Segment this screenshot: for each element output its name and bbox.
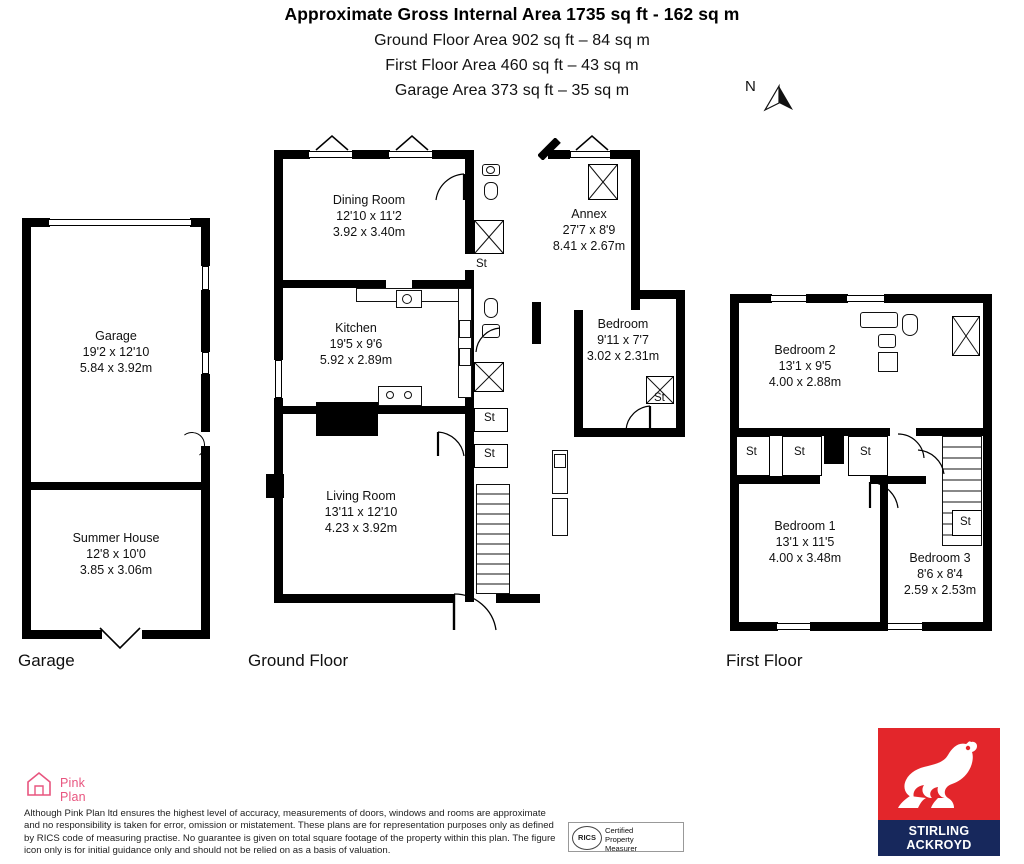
ff-wall-bottom-left xyxy=(730,622,778,631)
annex-corner-angle xyxy=(538,138,572,160)
living-room-label xyxy=(288,488,434,536)
garage-wall-right-upper xyxy=(201,218,210,266)
ff-storage-divider-block xyxy=(824,432,844,464)
bedroom2-metric: 4.00 x 2.88m xyxy=(768,375,842,389)
gf-wc-toilet-icon xyxy=(484,182,498,200)
gf-window-left-living xyxy=(275,360,282,398)
ff-wall-right-lower xyxy=(983,444,992,630)
gf-wall-dining-top-mid xyxy=(352,150,390,159)
gf-hall-cupboard-2-cross-icon xyxy=(474,362,504,392)
first-floor-area-line: First Floor Area 460 sq ft – 43 sq m xyxy=(385,57,639,74)
ff-wall-top-mid xyxy=(806,294,848,303)
ground-floor-area-line: Ground Floor Area 902 sq ft – 84 sq m xyxy=(374,32,650,49)
annex-kitchenette-counter xyxy=(552,498,568,536)
annex-bedroom-imperial: 9'11 x 7'7 xyxy=(597,333,649,347)
ff-wall-bed2-right xyxy=(854,428,874,436)
gf-wc-basin-bowl-icon xyxy=(486,166,495,174)
first-floor-floorplan xyxy=(720,280,1020,640)
garage-entry-door-icon xyxy=(96,626,156,654)
ff-airing-cupboard-cross-icon xyxy=(952,316,980,356)
bedroom2-name: Bedroom 2 xyxy=(774,343,836,357)
disclaimer-text: Although Pink Plan ltd ensures the highest level of accuracy, measurements of doors, windows and rooms are approximate and no responsibility is taken for error, omission or mistatement. These plans are for representation purposes only as defined by RICS code of measuring practise. No guarantee is given on total square footage of the property within this plan. The figure icon only is for initial guidance only and should not be relied on as a basis of valuation. xyxy=(24,808,556,857)
annex-window-arrow xyxy=(574,134,614,152)
annex-bedroom-name: Bedroom xyxy=(597,317,649,331)
bedroom3-name: Bedroom 3 xyxy=(909,551,971,565)
agent-name-line-1: STIRLING xyxy=(908,824,970,838)
gf-wall-dining-right xyxy=(465,150,474,254)
ff-window-bottom-1 xyxy=(776,623,812,630)
gf-wall-wc-left xyxy=(465,150,474,156)
annex-room-label xyxy=(532,206,646,254)
griffin-icon xyxy=(878,728,1000,820)
garage-room-name: Garage xyxy=(95,329,137,343)
ff-shower-tray xyxy=(878,352,898,372)
annex-bedroom-metric: 3.02 x 2.31m xyxy=(586,349,660,363)
garage-area-line: Garage Area 373 sq ft – 35 sq m xyxy=(394,82,630,99)
bedroom1-label xyxy=(740,518,870,566)
garage-wall-left xyxy=(22,218,31,638)
dining-room-imperial: 12'10 x 11'2 xyxy=(336,209,402,223)
annex-cupboard-cross-icon xyxy=(588,164,618,200)
gf-wall-bottom-left xyxy=(274,594,454,603)
garage-wall-top-left xyxy=(22,218,50,227)
garage-wall-right-lower xyxy=(201,446,210,638)
gf-chimney-stub xyxy=(266,474,284,498)
compass-rose xyxy=(745,78,805,118)
ff-storage-label-2: St xyxy=(794,446,805,458)
annex-wall-mid-right-connector xyxy=(631,290,685,299)
pink-plan-house-icon xyxy=(24,770,54,798)
ff-basin-icon xyxy=(878,334,896,348)
annex-room-metric: 8.41 x 2.67m xyxy=(552,239,626,253)
summer-house-room-name: Summer House xyxy=(72,531,160,545)
rics-line-3: Measurer xyxy=(605,844,638,853)
bedroom2-imperial: 13'1 x 9'5 xyxy=(778,359,832,373)
gf-window-dining-top-2 xyxy=(388,151,434,158)
garage-floorplan xyxy=(18,210,218,640)
ff-wall-right-upper xyxy=(983,294,992,444)
ff-wall-landing-top-right xyxy=(916,428,992,436)
garage-window-top xyxy=(48,219,192,226)
garage-wall-bottom-left xyxy=(22,630,102,639)
summer-house-room-metric: 3.85 x 3.06m xyxy=(79,563,153,577)
gf-kitchen-burner2-icon xyxy=(404,391,412,399)
gf-living-door-arc xyxy=(436,430,466,460)
ff-window-top-2 xyxy=(846,295,886,302)
gf-front-door-arc xyxy=(452,590,504,634)
ff-wall-left-upper xyxy=(730,294,739,434)
ff-bedroom1-door-arc xyxy=(868,480,902,512)
garage-plan-title: Garage xyxy=(18,651,75,670)
rics-line-1: Certified xyxy=(605,826,634,835)
garage-window-right-2 xyxy=(202,352,209,374)
summer-house-room-label xyxy=(36,530,196,578)
header xyxy=(0,0,1024,100)
garage-room-metric: 5.84 x 3.92m xyxy=(79,361,153,375)
gf-wall-dining-kitchen-divider-right xyxy=(412,280,474,288)
annex-bedroom-door-arc xyxy=(622,404,652,434)
annex-bedroom-label xyxy=(568,316,678,364)
living-room-metric: 4.23 x 3.92m xyxy=(324,521,398,535)
ff-wall-bottom-right xyxy=(922,622,992,631)
ff-window-top-1 xyxy=(770,295,808,302)
gf-kitchen-oven xyxy=(378,386,422,406)
compass-needle-icon xyxy=(759,82,819,122)
bedroom1-imperial: 13'1 x 11'5 xyxy=(775,535,835,549)
living-room-imperial: 13'11 x 12'10 xyxy=(324,505,398,519)
living-room-name: Living Room xyxy=(326,489,396,503)
gf-fireplace-block xyxy=(316,402,378,436)
ff-storage-label-3: St xyxy=(860,446,871,458)
dining-room-metric: 3.92 x 3.40m xyxy=(332,225,406,239)
kitchen-room-imperial: 19'5 x 9'6 xyxy=(329,337,383,351)
garage-wall-right-mid2 xyxy=(201,374,210,432)
gf-wall-dining-kitchen-divider xyxy=(274,280,386,288)
kitchen-room-metric: 5.92 x 2.89m xyxy=(319,353,393,367)
garage-room-label xyxy=(36,328,196,376)
first-floor-plan-title: First Floor xyxy=(726,651,803,670)
page-title: Approximate Gross Internal Area 1735 sq ft - 162 sq m xyxy=(284,4,740,24)
gf-window-dining-top-1 xyxy=(308,151,354,158)
annex-window-top xyxy=(570,151,612,158)
annex-kitchenette-hob-icon xyxy=(554,454,566,468)
gf-stairs-treads-icon xyxy=(476,484,510,594)
ff-storage-label-1: St xyxy=(746,446,757,458)
bedroom1-metric: 4.00 x 3.48m xyxy=(768,551,842,565)
ground-floor-plan-title: Ground Floor xyxy=(248,651,349,670)
garage-wall-right-mid1 xyxy=(201,290,210,352)
ff-toilet-icon xyxy=(902,314,918,336)
kitchen-room-label xyxy=(288,320,424,368)
gf-dining-door-arc xyxy=(432,172,466,202)
gf-kitchen-appliance xyxy=(459,348,471,366)
compass-north-label: N xyxy=(745,78,756,95)
gf-dining-window-arrow-1 xyxy=(314,134,354,152)
annex-room-imperial: 27'7 x 8'9 xyxy=(562,223,616,237)
bedroom3-imperial: 8'6 x 8'4 xyxy=(917,567,963,581)
stirling-ackroyd-logo xyxy=(878,728,1000,856)
ff-wall-top-right xyxy=(884,294,992,303)
gf-dining-storage-label: St xyxy=(476,258,487,270)
annex-wall-left-mid xyxy=(532,302,541,344)
garage-partition-wall xyxy=(22,482,210,490)
gf-dining-window-arrow-2 xyxy=(394,134,434,152)
gf-hall-cupboard-1-cross-icon xyxy=(474,220,504,254)
annex-storage-label: St xyxy=(654,392,665,404)
rics-line-2: Property xyxy=(605,835,634,844)
gf-wall-left-lower xyxy=(274,398,283,602)
agent-name-line-2: ACKROYD xyxy=(906,838,972,852)
gf-kitchen-burner-icon xyxy=(386,391,394,399)
bedroom2-label xyxy=(740,342,870,390)
gf-kitchen-counter-right xyxy=(458,288,472,398)
gf-storage-label-1: St xyxy=(484,412,495,424)
ff-window-bottom-2 xyxy=(886,623,924,630)
gf-bathroom-door-arc xyxy=(474,326,504,356)
garage-room-imperial: 19'2 x 12'10 xyxy=(82,345,150,359)
kitchen-room-name: Kitchen xyxy=(335,321,377,335)
annex-floorplan xyxy=(530,120,710,640)
ff-bath xyxy=(860,312,898,328)
ff-wall-bottom-mid xyxy=(810,622,888,631)
garage-window-right-1 xyxy=(202,266,209,290)
gf-storage-label-2: St xyxy=(484,448,495,460)
gf-bathroom-toilet-icon xyxy=(484,298,498,318)
annex-room-name: Annex xyxy=(571,207,607,221)
rics-certification-badge xyxy=(568,822,684,852)
ff-storage-label-4: St xyxy=(960,516,971,528)
bedroom3-label xyxy=(888,550,992,598)
rics-abbr: RICS xyxy=(572,826,602,850)
ff-wall-landing-bottom xyxy=(730,476,820,484)
summer-house-room-imperial: 12'8 x 10'0 xyxy=(86,547,146,561)
gf-kitchen-sink-bowl-icon xyxy=(402,294,412,304)
dining-room-name: Dining Room xyxy=(332,193,406,207)
bedroom1-name: Bedroom 1 xyxy=(774,519,836,533)
bedroom3-metric: 2.59 x 2.53m xyxy=(903,583,977,597)
dining-room-label xyxy=(304,192,434,240)
ff-bedroom3-door-arc xyxy=(896,432,926,460)
gf-kitchen-hob xyxy=(459,320,471,338)
pink-plan-label: Pink Plan xyxy=(60,776,86,804)
gf-wall-left-mid xyxy=(274,302,283,360)
